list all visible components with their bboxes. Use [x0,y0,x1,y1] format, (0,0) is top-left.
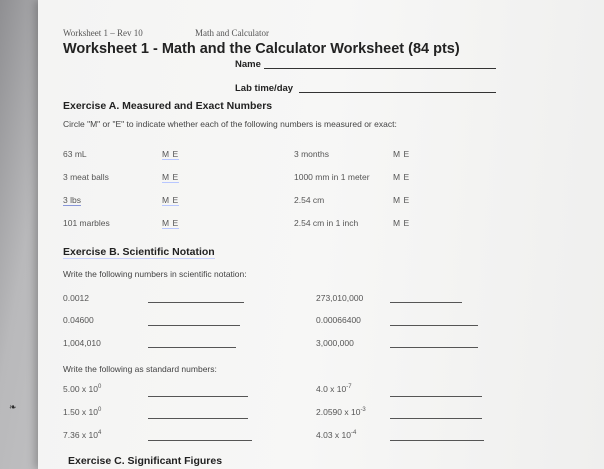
exercise-a-instruction: Circle "M" or "E" to indicate whether each of the following numbers is measured or exact: [63,119,397,129]
me-choice[interactable]: M E [393,195,410,205]
header-left: Worksheet 1 – Rev 10 [63,28,143,38]
me-choice[interactable]: M E [393,149,410,159]
exercise-b-instruction-1: Write the following numbers in scientific notation: [63,269,247,279]
exercise-b-instruction-2: Write the following as standard numbers: [63,364,217,374]
header-right: Math and Calculator [195,28,269,38]
name-label: Name [235,59,261,70]
list-item: 3 meat balls [63,172,109,182]
list-item: 0.00066400 [316,315,361,325]
answer-line[interactable] [390,325,478,326]
answer-line[interactable] [390,440,484,441]
me-choice[interactable]: M E [162,218,179,228]
answer-line[interactable] [390,347,478,348]
number-exponent: 0 [97,407,102,414]
worksheet-page [38,0,604,469]
list-item: 1,004,010 [63,338,101,348]
margin-mark: ❧ [9,402,17,412]
list-item [63,384,101,394]
list-item: 2.54 cm in 1 inch [294,218,359,228]
me-choice[interactable]: M E [162,149,179,159]
list-item [63,430,101,440]
answer-line[interactable] [148,418,248,419]
me-choice[interactable]: M E [162,172,179,182]
exercise-c-heading: Exercise C. Significant Figures [68,455,223,467]
number-exponent: 0 [97,384,102,391]
me-choice[interactable]: M E [393,172,410,182]
list-item: 0.0012 [63,293,89,303]
list-item: 2.54 cm [294,195,325,205]
number-exponent: -7 [346,384,352,391]
answer-line[interactable] [148,347,236,348]
number-base: 4.0 x 10 [316,384,347,394]
answer-line[interactable] [148,440,252,441]
answer-line[interactable] [148,396,248,397]
list-item: 1000 mm in 1 meter [294,172,370,182]
me-choice[interactable]: M E [393,218,410,228]
number-base: 4.03 x 10 [316,430,351,440]
number-base: 5.00 x 10 [63,384,98,394]
lab-time-line[interactable] [299,92,496,93]
answer-line[interactable] [148,325,240,326]
list-item: 0.04600 [63,315,94,325]
name-line[interactable] [264,68,496,69]
list-item: 3,000,000 [316,338,354,348]
list-item: 101 marbles [63,218,110,228]
list-item: 3 lbs [63,195,81,205]
exercise-b-heading: Exercise B. Scientific Notation [63,246,215,258]
list-item: 63 mL [63,149,87,159]
list-item [63,407,101,417]
number-base: 7.36 x 10 [63,430,98,440]
me-choice[interactable]: M E [162,195,179,205]
number-exponent: 4 [97,430,102,437]
page-title: Worksheet 1 - Math and the Calculator Worksheet (84 pts) [63,41,460,57]
answer-line[interactable] [390,418,482,419]
list-item [316,430,356,440]
answer-line[interactable] [390,396,482,397]
list-item [316,384,352,394]
list-item [316,407,366,417]
number-exponent: -4 [350,430,357,437]
list-item: 273,010,000 [316,293,364,303]
answer-line[interactable] [148,302,244,303]
exercise-a-heading: Exercise A. Measured and Exact Numbers [63,100,273,112]
number-base: 2.0590 x 10 [316,407,361,417]
list-item: 3 months [294,149,329,159]
number-exponent: -3 [360,407,366,414]
answer-line[interactable] [390,302,462,303]
lab-time-label: Lab time/day [235,83,294,94]
number-base: 1.50 x 10 [63,407,98,417]
